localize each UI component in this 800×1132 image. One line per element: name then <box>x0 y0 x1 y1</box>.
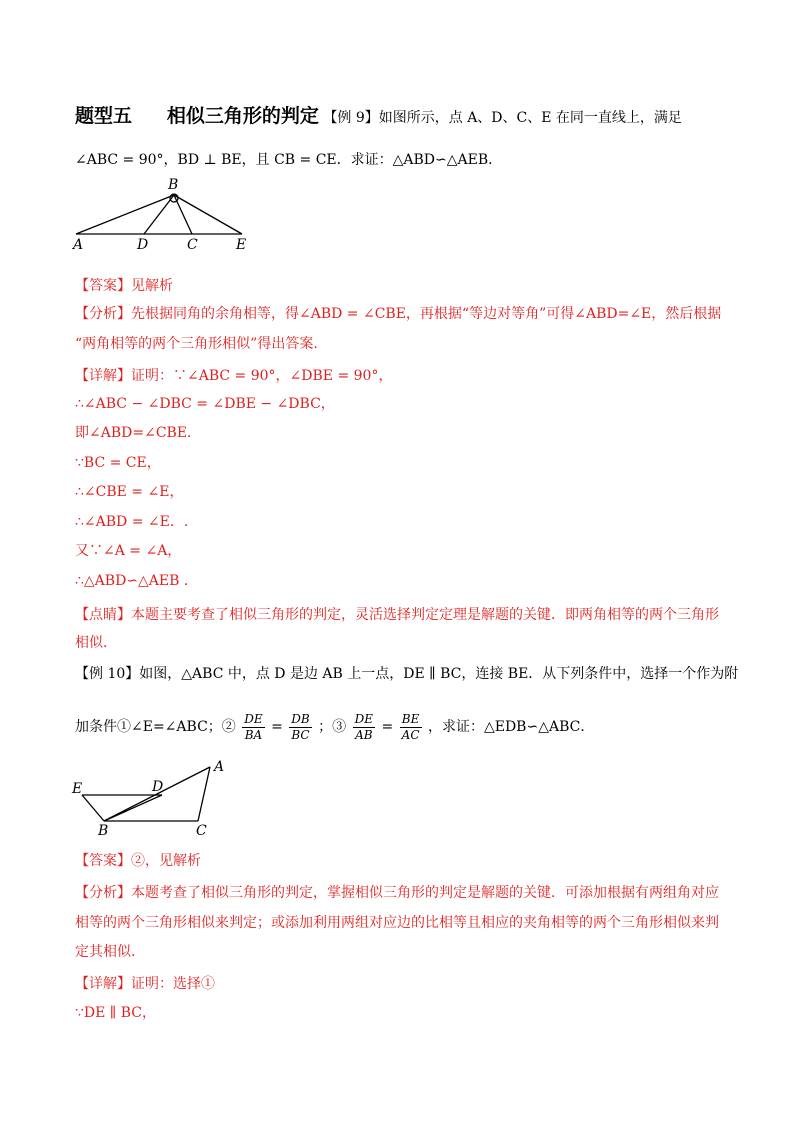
ex9-answer: 【答案】见解析 <box>75 278 173 294</box>
fraction-de-ab <box>353 712 375 743</box>
ex9-detail-1: 【详解】证明：∵∠ABC = 90°，∠DBE = 90°， <box>75 368 393 384</box>
ex10-cond-prefix: 加条件①∠E=∠ABC；② <box>75 719 236 735</box>
ex9-analysis-2: “两角相等的两个三角形相似”得出答案. <box>75 336 318 352</box>
frac1-den: BA <box>244 727 263 742</box>
ex10-detail-2: ∵DE ∥ BC， <box>75 1005 156 1021</box>
segment-eb <box>82 795 104 821</box>
frac3-den: AB <box>355 727 373 742</box>
ex10-analysis-1: 【分析】本题考查了相似三角形的判定，掌握相似三角形的判定是解题的关键．可添加根据有两组角对应 <box>75 885 719 901</box>
fraction-be-ac <box>400 712 422 743</box>
ex9-detail-3: 即∠ABD=∠CBE． <box>75 425 202 441</box>
label-d: D <box>152 779 164 795</box>
label-a: A <box>73 237 84 253</box>
ex9-intro: 【例 9】如图所示，点 A、D、C、E 在同一直线上，满足 <box>323 110 682 126</box>
ex9-detail-6: ∴∠ABD = ∠E．. <box>75 514 189 530</box>
ex9-detail-2: ∴∠ABC − ∠DBC = ∠DBE − ∠DBC， <box>75 396 335 412</box>
equals-2: = <box>381 719 394 735</box>
ex10-analysis-3: 定其相似. <box>75 944 136 960</box>
frac2-den: BC <box>291 727 310 742</box>
label-b: B <box>98 823 109 839</box>
segment-be <box>174 195 242 234</box>
ex10-cond-mid: ；③ <box>318 719 347 735</box>
label-b: B <box>168 177 179 193</box>
label-e: E <box>72 781 83 797</box>
ex10-answer: 【答案】②，见解析 <box>75 853 201 869</box>
section-title: 题型五 <box>75 105 133 127</box>
label-c: C <box>187 237 198 253</box>
heading-line <box>75 106 682 128</box>
ex9-figure <box>70 175 260 255</box>
label-e: E <box>236 237 247 253</box>
fraction-db-bc <box>289 712 311 743</box>
ex9-detail-5: ∴∠CBE = ∠E， <box>75 484 184 500</box>
ex9-condition: ∠ABC = 90°，BD ⊥ BE，且 CB = CE．求证：△ABD∽△AEB． <box>75 152 503 168</box>
segment-ac <box>198 767 210 821</box>
ex10-analysis-2: 相等的两个三角形相似来判定；或添加利用两组对应边的比相等且相应的夹角相等的两个三角形相似来判 <box>75 915 719 931</box>
fraction-de-ba <box>242 712 264 743</box>
frac4-den: AC <box>401 727 420 742</box>
label-c: C <box>196 823 207 839</box>
label-d: D <box>137 237 149 253</box>
ex9-detail-8: ∴△ABD∽△AEB ． <box>75 573 198 589</box>
ex10-cond-suffix: ，求证：△EDB∽△ABC． <box>427 719 595 735</box>
frac1-num: DE <box>244 711 263 726</box>
ex9-comment-1: 【点睛】本题主要考查了相似三角形的判定，灵活选择判定定理是解题的关键．即两角相等的两个三角形 <box>75 607 719 623</box>
ex10-detail-1: 【详解】证明：选择① <box>75 976 215 992</box>
ex9-analysis-1: 【分析】先根据同角的余角相等，得∠ABD = ∠CBE，再根据“等边对等角”可得∠ABD=∠E，然后根据 <box>75 306 722 322</box>
frac4-num: BE <box>400 712 422 728</box>
ex9-detail-4: ∵BC = CE， <box>75 455 161 471</box>
ex10-conditions <box>75 710 594 744</box>
ex9-comment-2: 相似. <box>75 635 108 651</box>
ex9-detail-7: 又∵∠A = ∠A， <box>75 543 182 559</box>
frac3-num: DE <box>354 711 374 726</box>
section-subtitle: 相似三角形的判定 <box>166 105 319 127</box>
ex10-intro: 【例 10】如图，△ABC 中，点 D 是边 AB 上一点，DE ∥ BC，连接 BE．从下列条件中，选择一个作为附 <box>75 666 739 682</box>
equals-1: = <box>271 719 283 735</box>
ex10-figure <box>70 757 230 839</box>
frac2-num: DB <box>291 711 310 726</box>
label-a: A <box>214 759 225 775</box>
